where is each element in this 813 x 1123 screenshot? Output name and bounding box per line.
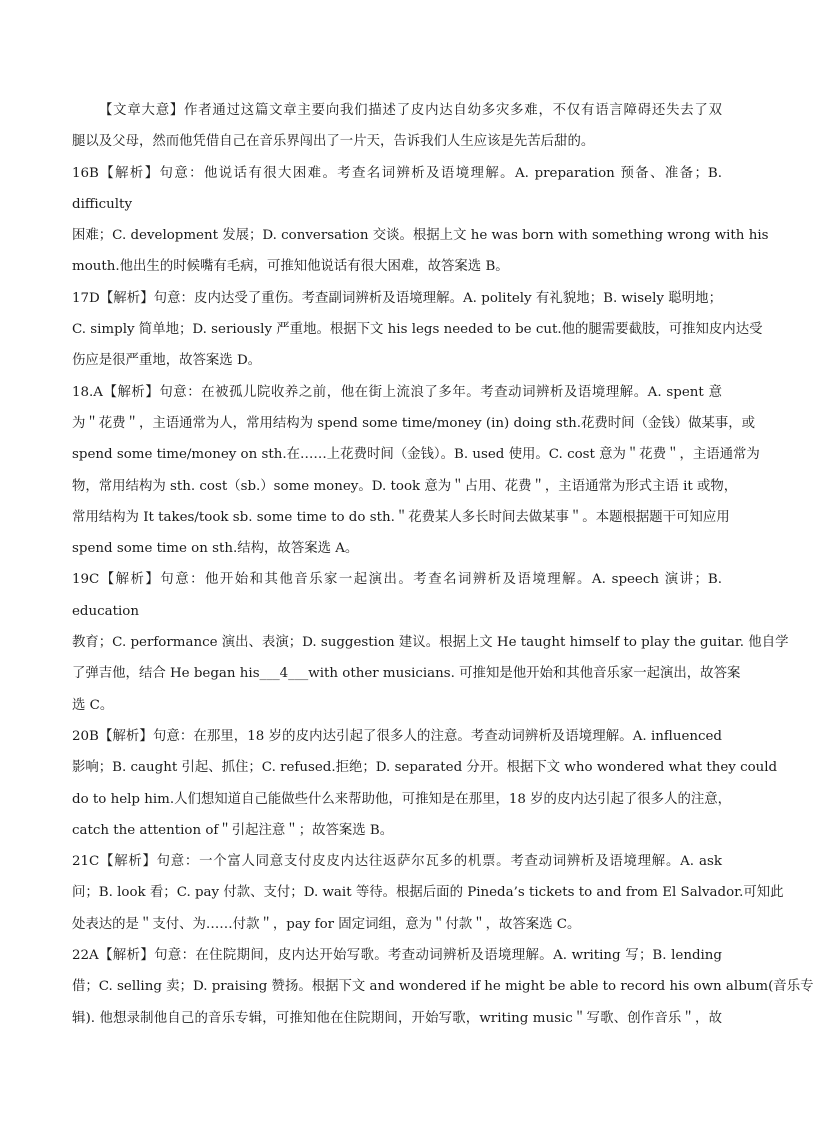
summary-paragraph (72, 95, 722, 158)
text-line: 腿以及父母，然而他凭借自己在音乐界闯出了一片天，告诉我们人生应该是先苦后甜的。 (72, 134, 595, 150)
text-line: 常用结构为 It takes/took sb. some time to do sth.＂花费某人多长时间去做某事＂。本题根据题干可知应用 (72, 509, 730, 525)
text-line: 21C【解析】句意：一个富人同意支付皮皮内达往返萨尔瓦多的机票。考查动词辨析及语境理解。A. ask (72, 854, 722, 870)
text-line: education (72, 603, 139, 619)
text-line: 【文章大意】作者通过这篇文章主要向我们描述了皮内达自幼多灾多难，不仅有语言障碍还失去了双 (99, 103, 722, 118)
text-line: difficulty (72, 196, 133, 212)
text-line: 辑). 他想录制他自己的音乐专辑，可推知他在住院期间，开始写歌，writing music＂写歌、创作音乐＂，故 (72, 1010, 722, 1026)
answer-18-paragraph (72, 377, 760, 565)
text-line: catch the attention of＂引起注意＂；故答案选 B。 (72, 822, 394, 838)
text-line: 了弹吉他，结合 He began his___4___with other musicians. 可推知是他开始和其他音乐家一起演出，故答案 (72, 666, 741, 682)
text-line: spend some time on sth.结构，故答案选 A。 (72, 541, 359, 557)
text-line: 18.A【解析】句意：在被孤儿院收养之前，他在街上流浪了多年。考查动词辨析及语境理解。A. spent 意 (72, 384, 722, 400)
answer-20-paragraph (72, 721, 778, 846)
text-line: 借；C. selling 卖；D. praising 赞扬。根据下文 and wondered if he might be able to record his own album(音乐专 (72, 979, 813, 995)
text-line: 22A【解析】句意：在住院期间，皮内达开始写歌。考查动词辨析及语境理解。A. writing 写；B. lending (72, 948, 722, 964)
text-line: 17D【解析】句意：皮内达受了重伤。考查副词辨析及语境理解。A. politely 有礼貌地；B. wisely 聪明地； (72, 290, 722, 306)
text-line: 影响；B. caught 引起、抓住；C. refused.拒绝；D. separated 分开。根据下文 who wondered what they could (72, 760, 778, 776)
text-line: C. simply 简单地；D. seriously 严重地。根据下文 his legs needed to be cut.他的腿需要截肢，可推知皮内达受 (72, 322, 763, 338)
text-line: 选 C。 (72, 697, 114, 713)
answer-19-paragraph (72, 564, 789, 720)
text-line: 教育；C. performance 演出、表演；D. suggestion 建议。根据上文 He taught himself to play the guitar. 他自学 (72, 635, 789, 651)
text-line: 问；B. look 看；C. pay 付款、支付；D. wait 等待。根据后面的 Pineda’s tickets to and from El Salvador.可知此 (72, 885, 784, 901)
text-line: 处表达的是＂支付、为……付款＂，pay for 固定词组，意为＂付款＂，故答案选 C。 (72, 916, 581, 932)
answer-22-paragraph (72, 940, 813, 1034)
answer-17-paragraph (72, 283, 763, 377)
text-line: 物，常用结构为 sth. cost（sb.）some money。D. took 意为＂占用、花费＂，主语通常为形式主语 it 或物， (72, 478, 738, 494)
text-line: 为＂花费＂，主语通常为人，常用结构为 spend some time/money (in) doing sth.花费时间（金钱）做某事，或 (72, 415, 756, 431)
text-line: mouth.他出生的时候嘴有毛病，可推知他说话有很大困难，故答案选 B。 (72, 259, 509, 275)
answer-21-paragraph (72, 846, 784, 940)
text-line: 困难；C. development 发展；D. conversation 交谈。根据上文 he was born with something wrong with his (72, 228, 769, 244)
document-page (72, 95, 813, 1034)
text-line: 19C【解析】句意：他开始和其他音乐家一起演出。考查名词辨析及语境理解。A. speech 演讲；B. (72, 572, 722, 588)
text-line: 16B【解析】句意：他说话有很大困难。考查名词辨析及语境理解。A. preparation 预备、准备；B. (72, 165, 722, 181)
text-line: 伤应是很严重地，故答案选 D。 (72, 353, 262, 369)
text-line: 20B【解析】句意：在那里，18 岁的皮内达引起了很多人的注意。考查动词辨析及语境理解。A. influenced (72, 728, 722, 744)
text-line: spend some time/money on sth.在……上花费时间（金钱）。B. used 使用。C. cost 意为＂花费＂，主语通常为 (72, 447, 760, 463)
text-line: do to help him.人们想知道自己能做些什么来帮助他，可推知是在那里，18 岁的皮内达引起了很多人的注意， (72, 791, 732, 807)
answer-16-paragraph (72, 158, 769, 283)
